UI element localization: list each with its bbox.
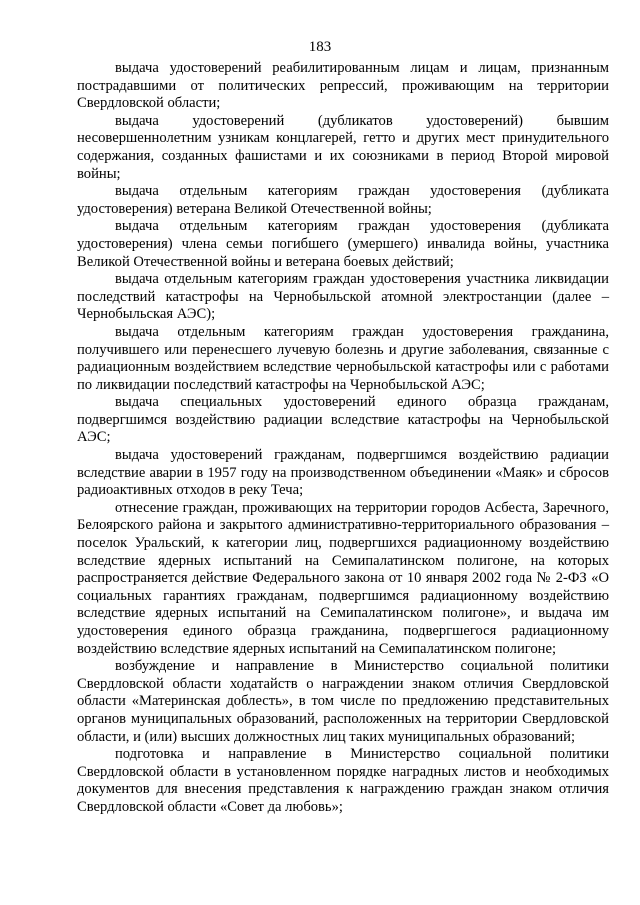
paragraph-rehabilitated-persons-certificates: выдача удостоверений реабилитированным лицам и лицам, признанным пострадавшими от политических репрессий, проживающим на территории Свердловской области; bbox=[77, 60, 609, 112]
paragraph-semipalatinsk-classification: отнесение граждан, проживающих на территории городов Асбеста, Заречного, Белоярского района и закрытого административно-территориального образования – поселок Уральский, к категории лиц, подвергшихся радиационному воздействию вследствие ядерных испытаний на Семипалатинском полигоне, на которых распространяется действие Федерального закона от 10 января 2002 года № 2-ФЗ «О социальных гарантиях гражданам, подвергшимся радиационному воздействию вследствие ядерных испытаний на Семипалатинском полигоне», и выдача им удостоверения единого образца гражданина, подвергшегося радиационному воздействию вследствие ядерных испытаний на Семипалатинском полигоне; bbox=[77, 499, 609, 657]
paragraph-former-prisoners-certificates: выдача удостоверений (дубликатов удостоверений) бывшим несовершеннолетним узникам концлагерей, гетто и других мест принудительного содержания, созданных фашистами и их союзниками в период Второй мировой войны; bbox=[77, 112, 609, 182]
paragraph-family-member-certificates: выдача отдельным категориям граждан удостоверения (дубликата удостоверения) члена семьи погибшего (умершего) инвалида войны, участника Великой Отечественной войны и ветерана боевых действий; bbox=[77, 218, 609, 270]
paragraph-ww2-veteran-certificates: выдача отдельным категориям граждан удостоверения (дубликата удостоверения) ветерана Великой Отечественной войны; bbox=[77, 183, 609, 217]
paragraph-special-chernobyl-certificates: выдача специальных удостоверений единого образца гражданам, подвергшимся воздействию радиации вследствие катастрофы на Чернобыльской АЭС; bbox=[77, 394, 609, 446]
paragraph-council-and-love-award: подготовка и направление в Министерство социальной политики Свердловской области в установленном порядке наградных листов и необходимых документов для внесения представления к награждению граждан знаком отличия Свердловской области «Совет да любовь»; bbox=[77, 746, 609, 815]
page-number: 183 bbox=[308, 39, 332, 55]
paragraph-maternal-valor-petitions: возбуждение и направление в Министерство социальной политики Свердловской области ходатайств о награждении знаком отличия Свердловской области «Материнская доблесть», в том числе по предложению представительных органов муниципальных образований, расположенных на территории Свердловской области, и (или) высших должностных лиц таких муниципальных образований; bbox=[77, 658, 609, 745]
paragraph-radiation-illness-certificates: выдача отдельным категориям граждан удостоверения гражданина, получившего или перенесшего лучевую болезнь и другие заболевания, связанные с радиационным воздействием вследствие чернобыльской катастрофы или с работами по ликвидации последствий катастрофы на Чернобыльской АЭС; bbox=[77, 323, 609, 393]
paragraph-chernobyl-liquidator-certificates: выдача отдельным категориям граждан удостоверения участника ликвидации последствий катастрофы на Чернобыльской атомной электростанции (далее – Чернобыльская АЭС); bbox=[77, 271, 609, 323]
paragraph-mayak-certificates: выдача удостоверений гражданам, подвергшимся воздействию радиации вследствие аварии в 1957 году на производственном объединении «Маяк» и сбросов радиоактивных отходов в реку Теча; bbox=[77, 447, 609, 499]
document-body bbox=[77, 60, 609, 817]
